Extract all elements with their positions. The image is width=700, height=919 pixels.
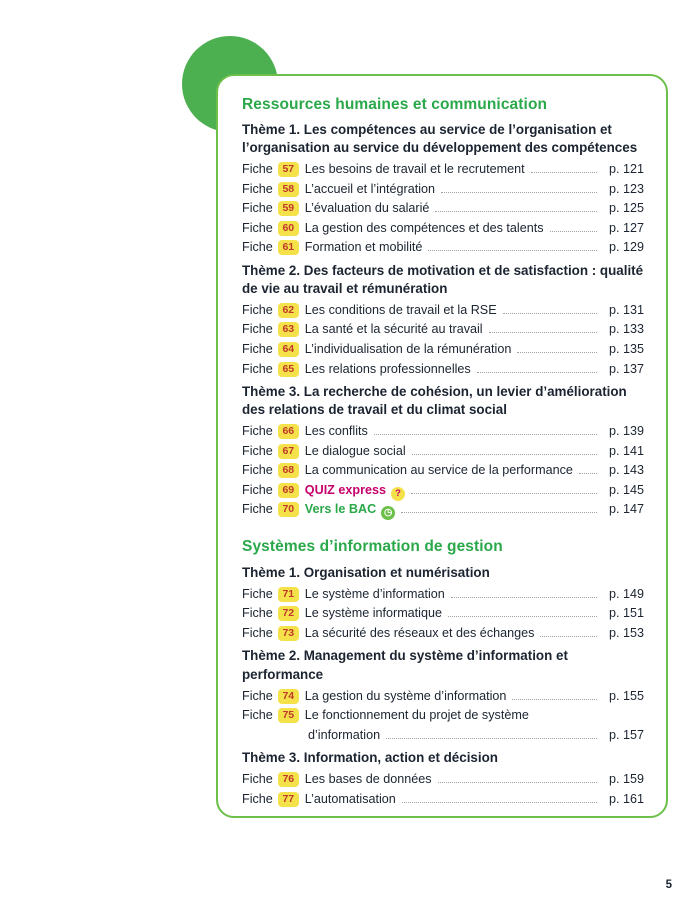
toc-entry[interactable] bbox=[242, 790, 644, 810]
fiche-number-badge: 63 bbox=[278, 322, 299, 337]
fiche-number-badge: 74 bbox=[278, 689, 299, 704]
fiche-word: Fiche bbox=[242, 201, 273, 216]
toc-entry[interactable] bbox=[242, 301, 644, 321]
dot-leader bbox=[386, 738, 597, 739]
toc-page-number: p. 121 bbox=[608, 162, 644, 177]
toc-entry-label: Les relations professionnelles bbox=[304, 361, 471, 376]
fiche-word: Fiche bbox=[242, 341, 273, 356]
dot-leader bbox=[374, 434, 597, 435]
dot-leader bbox=[438, 782, 597, 783]
toc-page-number: p. 127 bbox=[608, 220, 644, 235]
toc-page-number: p. 161 bbox=[608, 791, 644, 806]
dot-leader bbox=[540, 636, 597, 637]
section-title-sig: Systèmes d’information de gestion bbox=[242, 537, 503, 555]
toc-entry-label: Le système d’information bbox=[304, 586, 445, 601]
toc-entry-label: L’accueil et l’intégration bbox=[304, 181, 436, 196]
toc-entry-bac[interactable] bbox=[242, 500, 644, 520]
fiche-word: Fiche bbox=[242, 322, 273, 337]
dot-leader bbox=[531, 172, 597, 173]
toc-entry-label: L’individualisation de la rémunération bbox=[304, 341, 512, 356]
toc-entry-label: La sécurité des réseaux et des échanges bbox=[304, 625, 535, 640]
toc-page-number: p. 147 bbox=[608, 502, 644, 517]
toc-entry[interactable] bbox=[242, 422, 644, 442]
dot-leader bbox=[412, 454, 597, 455]
toc-entry-quiz[interactable] bbox=[242, 481, 644, 501]
fiche-word: Fiche bbox=[242, 302, 273, 317]
toc-page-number: p. 133 bbox=[608, 322, 644, 337]
dot-leader bbox=[411, 493, 597, 494]
toc-entry[interactable] bbox=[242, 320, 644, 340]
dot-leader bbox=[512, 699, 597, 700]
toc-entry[interactable] bbox=[242, 461, 644, 481]
question-mark-icon: ? bbox=[391, 487, 405, 501]
fiche-word: Fiche bbox=[242, 162, 273, 177]
theme-heading: Thème 1. Organisation et numérisation bbox=[242, 564, 490, 580]
dot-leader bbox=[503, 313, 597, 314]
fiche-word: Fiche bbox=[242, 482, 273, 497]
dot-leader bbox=[477, 372, 597, 373]
toc-page-number: p. 155 bbox=[608, 688, 644, 703]
toc-entry-label: Le dialogue social bbox=[304, 443, 406, 458]
fiche-number-badge: 58 bbox=[278, 182, 299, 197]
toc-entry[interactable] bbox=[242, 180, 644, 200]
toc-entry-label: L’automatisation bbox=[304, 791, 396, 806]
toc-page-number: p. 159 bbox=[608, 772, 644, 787]
toc-page-number: p. 153 bbox=[608, 625, 644, 640]
fiche-word: Fiche bbox=[242, 424, 273, 439]
section-title-rh: Ressources humaines et communication bbox=[242, 96, 548, 113]
fiche-word: Fiche bbox=[242, 688, 273, 703]
toc-entry-label: La communication au service de la performance bbox=[304, 463, 573, 478]
toc-entry-label: QUIZ express bbox=[304, 482, 386, 497]
fiche-number-badge: 77 bbox=[278, 792, 299, 807]
table-of-contents-card bbox=[216, 74, 668, 818]
toc-entry[interactable] bbox=[242, 442, 644, 462]
toc-entry-label: La gestion du système d’information bbox=[304, 688, 507, 703]
page-folio: 5 bbox=[665, 879, 672, 891]
theme-heading: Thème 2. Des facteurs de motivation et de satisfaction : qualité de vie au travail et rémunération bbox=[242, 262, 644, 296]
toc-entry-label: Les conditions de travail et la RSE bbox=[304, 302, 497, 317]
theme-heading: Thème 1. Les compétences au service de l’organisation et l’organisation au service du développement des compétences bbox=[242, 122, 638, 156]
fiche-word: Fiche bbox=[242, 586, 273, 601]
toc-entry[interactable] bbox=[242, 160, 644, 180]
toc-entry-label: Formation et mobilité bbox=[304, 240, 423, 255]
toc-entry[interactable] bbox=[242, 624, 644, 644]
toc-page-number: p. 137 bbox=[608, 361, 644, 376]
fiche-number-badge: 60 bbox=[278, 221, 299, 236]
theme-heading: Thème 3. La recherche de cohésion, un levier d’amélioration des relations de travail et du climat social bbox=[242, 384, 627, 418]
fiche-number-badge: 69 bbox=[278, 483, 299, 498]
toc-page-number: p. 157 bbox=[608, 727, 644, 742]
toc-entry[interactable] bbox=[242, 360, 644, 380]
toc-entry-label: Vers le BAC bbox=[304, 502, 377, 517]
toc-entry-continuation[interactable] bbox=[242, 726, 644, 746]
toc-entry-label: La gestion des compétences et des talents bbox=[304, 220, 544, 235]
fiche-word: Fiche bbox=[242, 220, 273, 235]
fiche-number-badge: 76 bbox=[278, 772, 299, 787]
fiche-number-badge: 68 bbox=[278, 463, 299, 478]
toc-page-number: p. 129 bbox=[608, 240, 644, 255]
toc-page-number: p. 123 bbox=[608, 181, 644, 196]
toc-page-number: p. 143 bbox=[608, 463, 644, 478]
fiche-word: Fiche bbox=[242, 772, 273, 787]
dot-leader bbox=[441, 192, 597, 193]
toc-entry-label-continued: d’information bbox=[308, 727, 381, 742]
toc-page-number: p. 141 bbox=[608, 443, 644, 458]
dot-leader bbox=[517, 352, 597, 353]
fiche-word: Fiche bbox=[242, 502, 273, 517]
theme-heading: Thème 3. Information, action et décision bbox=[242, 750, 498, 766]
fiche-word: Fiche bbox=[242, 625, 273, 640]
toc-page-number: p. 125 bbox=[608, 201, 644, 216]
dot-leader bbox=[401, 512, 597, 513]
fiche-number-badge: 67 bbox=[278, 444, 299, 459]
dot-leader bbox=[451, 597, 597, 598]
dot-leader bbox=[435, 211, 597, 212]
fiche-word: Fiche bbox=[242, 181, 273, 196]
fiche-number-badge: 61 bbox=[278, 240, 299, 255]
dot-leader bbox=[402, 802, 597, 803]
fiche-word: Fiche bbox=[242, 708, 273, 723]
fiche-number-badge: 64 bbox=[278, 342, 299, 357]
toc-entry[interactable] bbox=[242, 199, 644, 219]
toc-entry[interactable] bbox=[242, 585, 644, 605]
toc-entry-label: Les besoins de travail et le recrutement bbox=[304, 162, 525, 177]
fiche-number-badge: 57 bbox=[278, 162, 299, 177]
fiche-word: Fiche bbox=[242, 606, 273, 621]
toc-entry-label: La santé et la sécurité au travail bbox=[304, 322, 483, 337]
toc-entry[interactable] bbox=[242, 604, 644, 624]
fiche-number-badge: 73 bbox=[278, 626, 299, 641]
fiche-number-badge: 62 bbox=[278, 303, 299, 318]
clock-icon: ◷ bbox=[381, 506, 395, 520]
fiche-word: Fiche bbox=[242, 240, 273, 255]
toc-entry[interactable] bbox=[242, 770, 644, 790]
toc-page-number: p. 131 bbox=[608, 302, 644, 317]
toc-entry-label: L’évaluation du salarié bbox=[304, 201, 430, 216]
fiche-word: Fiche bbox=[242, 463, 273, 478]
fiche-number-badge: 66 bbox=[278, 424, 299, 439]
fiche-number-badge: 59 bbox=[278, 201, 299, 216]
toc-entry-label: Les bases de données bbox=[304, 772, 432, 787]
toc-entry-label: Les conflits bbox=[304, 424, 368, 439]
fiche-number-badge: 72 bbox=[278, 606, 299, 621]
fiche-number-badge: 70 bbox=[278, 502, 299, 517]
toc-page-number: p. 145 bbox=[608, 482, 644, 497]
fiche-word: Fiche bbox=[242, 361, 273, 376]
dot-leader bbox=[550, 231, 597, 232]
fiche-word: Fiche bbox=[242, 443, 273, 458]
fiche-number-badge: 65 bbox=[278, 362, 299, 377]
toc-page-number: p. 135 bbox=[608, 341, 644, 356]
toc-page-number: p. 151 bbox=[608, 606, 644, 621]
toc-entry-label: Le fonctionnement du projet de système bbox=[304, 708, 529, 723]
toc-entry[interactable] bbox=[242, 340, 644, 360]
dot-leader bbox=[448, 616, 597, 617]
dot-leader bbox=[579, 473, 597, 474]
theme-heading: Thème 2. Management du système d’information et performance bbox=[242, 648, 568, 682]
fiche-number-badge: 71 bbox=[278, 587, 299, 602]
toc-entry-label: Le système informatique bbox=[304, 606, 442, 621]
toc-page-number: p. 139 bbox=[608, 424, 644, 439]
toc-entry[interactable] bbox=[242, 238, 644, 258]
dot-leader bbox=[489, 332, 597, 333]
toc-entry[interactable] bbox=[242, 219, 644, 239]
toc-page-number: p. 149 bbox=[608, 586, 644, 601]
dot-leader bbox=[428, 250, 597, 251]
fiche-number-badge: 75 bbox=[278, 708, 299, 723]
toc-entry[interactable] bbox=[242, 687, 644, 707]
fiche-word: Fiche bbox=[242, 791, 273, 806]
toc-entry[interactable] bbox=[242, 706, 644, 726]
